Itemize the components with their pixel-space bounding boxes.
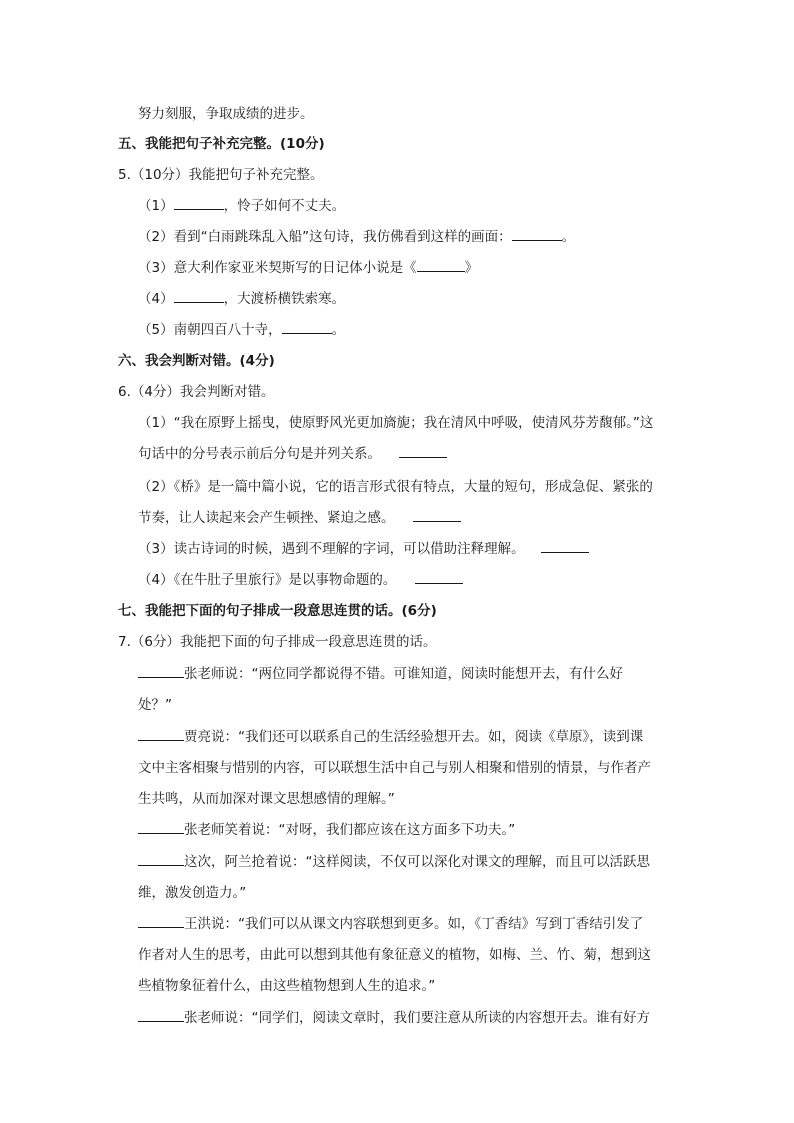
sentence-text: 王洪说：“我们可以从课文内容联想到更多。如，《丁香结》写到丁香结引发了 [184,916,644,932]
answer-blank[interactable] [417,258,465,272]
section-5-heading: 五、我能把句子补充完整。(10分) [118,136,325,152]
answer-blank[interactable] [282,320,332,334]
question-5-item-2 [138,227,698,247]
item-text: （4）《在牛肚子里旅行》是以事物命题的。 [138,572,397,588]
item-text: ，大渡桥横铁索寒。 [223,291,346,307]
sentence-d [138,852,698,872]
item-text: 。 [561,229,576,245]
order-blank[interactable] [138,1008,184,1022]
sentence-e-cont: 作者对人生的思考，由此可以想到其他有象征意义的植物，如梅、兰、竹、菊，想到这 [138,947,651,963]
answer-blank[interactable] [174,196,224,210]
question-6-item-1-cont [138,444,698,464]
sentence-b [138,727,698,747]
sentence-text: 张老师说：“同学们，阅读文章时，我们要注意从所读的内容想开去。谁有好方 [184,1010,650,1026]
order-blank[interactable] [138,664,184,678]
item-text: 节奏，让人读起来会产生顿挫、紧迫之感。 [138,510,395,526]
question-6-item-2-cont [138,508,698,528]
question-6-item-3 [138,539,698,559]
answer-blank[interactable] [541,539,589,553]
question-5-stem: 5.（10分）我能把句子补充完整。 [118,167,324,183]
question-5-item-3 [138,258,698,278]
item-text: 句话中的分号表示前后分句是并列关系。 [138,446,381,462]
sentence-e-cont: 些植物象征着什么，由这些植物想到人生的追求。” [138,978,436,994]
item-text: （3）读古诗词的时候，遇到不理解的字词，可以借助注释理解。 [138,541,525,557]
item-text: 》 [464,260,479,276]
question-6-stem: 6.（4分）我会判断对错。 [118,384,275,400]
item-text: ，怜子如何不丈夫。 [223,198,346,214]
question-5-item-5 [138,320,698,340]
item-text: （5）南朝四百八十寺， [138,322,282,338]
answer-blank[interactable] [415,570,463,584]
order-blank[interactable] [138,852,184,866]
text-line: 努力刻服，争取成绩的进步。 [138,106,314,122]
sentence-b-cont: 文中主客相聚与惜别的内容，可以联想生活中自己与别人相聚和惜别的情景，与作者产 [138,760,651,776]
question-5-item-1 [138,196,698,216]
answer-blank[interactable] [399,444,447,458]
item-text: （4） [138,291,174,307]
sentence-e [138,914,698,934]
sentence-c [138,820,698,840]
question-6-item-1: （1）“我在原野上摇曳，使原野风光更加旖旎；我在清风中呼吸，使清风芬芳馥郁。”这 [138,415,654,431]
item-text: （2）看到“白雨跳珠乱入船”这句诗，我仿佛看到这样的画面： [138,229,512,245]
order-blank[interactable] [138,914,184,928]
order-blank[interactable] [138,820,184,834]
item-text: （3）意大利作家亚米契斯写的日记体小说是《 [138,260,417,276]
answer-blank[interactable] [512,227,562,241]
sentence-a-cont: 处？” [138,697,172,713]
sentence-b-cont: 生共鸣，从而加深对课文思想感情的理解。” [138,791,395,807]
answer-blank[interactable] [413,508,461,522]
section-7-heading: 七、我能把下面的句子排成一段意思连贯的话。(6分) [118,603,437,619]
question-6-item-2: （2）《桥》是一篇中篇小说，它的语言形式很有特点，大量的短句，形成急促、紧张的 [138,479,653,495]
sentence-d-cont: 维，激发创造力。” [138,885,247,901]
sentence-text: 这次，阿兰抢着说：“这样阅读，不仅可以深化对课文的理解，而且可以活跃思 [184,854,650,870]
question-5-item-4 [138,289,698,309]
sentence-a [138,664,698,684]
order-blank[interactable] [138,727,184,741]
question-6-item-4 [138,570,698,590]
sentence-text: 张老师笑着说：“对呀，我们都应该在这方面多下功夫。” [184,822,516,838]
item-text: （1） [138,198,174,214]
question-7-stem: 7.（6分）我能把下面的句子排成一段意思连贯的话。 [118,634,437,650]
answer-blank[interactable] [174,289,224,303]
sentence-f [138,1008,698,1028]
sentence-text: 贾亮说：“我们还可以联系自己的生活经验想开去。如，阅读《草原》，读到课 [184,729,644,745]
section-6-heading: 六、我会判断对错。(4分) [118,353,275,369]
item-text: 。 [331,322,346,338]
sentence-text: 张老师说：“两位同学都说得不错。可谁知道，阅读时能想开去，有什么好 [184,666,623,682]
